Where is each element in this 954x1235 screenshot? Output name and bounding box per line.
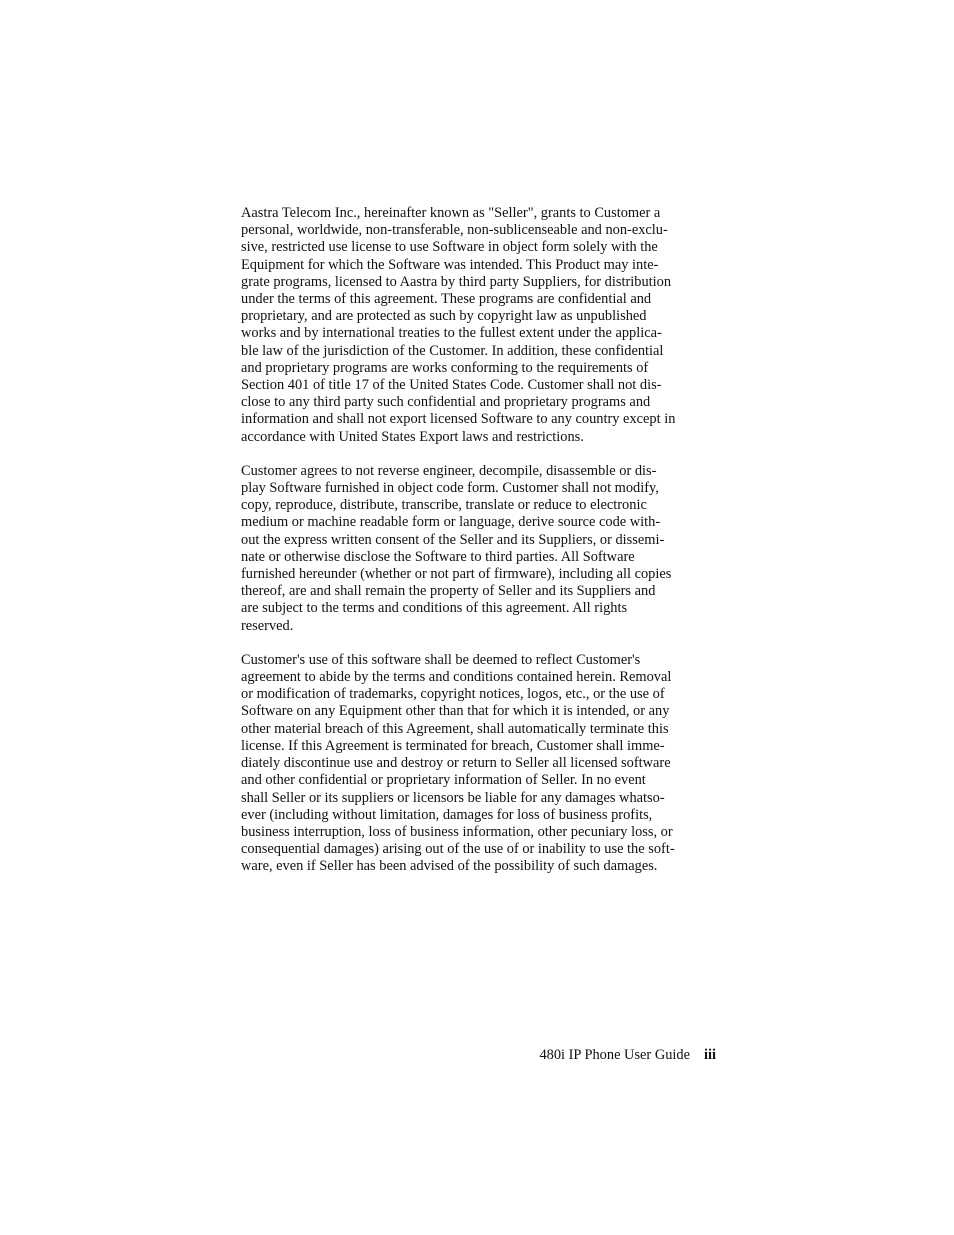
page-footer [539,1047,716,1064]
license-paragraph-grant: Aastra Telecom Inc., hereinafter known as "Seller", grants to Customer a personal, worldwide, non-transferable, non-sublicenseable and non-exclu- sive, restricted use license to use Software in object form solely with the Equipment for which the Software was intended. This Product may inte- grate programs, licensed to Aastra by third party Suppliers, for distribution under the terms of this agreement. These programs are confidential and proprietary, and are protected as such by copyright law as unpublished works and by international treaties to the fullest extent under the applica- ble law of the jurisdiction of the Customer. In addition, these confidential and proprietary programs are works conforming to the requirements of Section 401 of title 17 of the United States Code. Customer shall not dis- close to any third party such confidential and proprietary programs and information and shall not export licensed Software to any country except in accordance with United States Export laws and restrictions. [241,205,676,445]
license-paragraph-termination: Customer's use of this software shall be deemed to reflect Customer's agreement to abide by the terms and conditions contained herein. Removal or modification of trademarks, copyright notices, logos, etc., or the use of Software on any Equipment other than that for which it is intended, or any other material breach of this Agreement, shall automatically terminate this license. If this Agreement is terminated for breach, Customer shall imme- diately discontinue use and destroy or return to Seller all licensed software and other confidential or proprietary information of Seller. In no event shall Seller or its suppliers or licensors be liable for any damages whatso- ever (including without limitation, damages for loss of business profits, business interruption, loss of business information, other pecuniary loss, or consequential damages) arising out of the use of or inability to use the soft- ware, even if Seller has been advised of the possibility of such damages. [241,651,675,875]
guide-title: 480i IP Phone User Guide [539,1047,690,1063]
page-number: iii [704,1047,716,1063]
license-text [241,205,719,893]
license-paragraph-restrictions: Customer agrees to not reverse engineer, decompile, disassemble or dis- play Software furnished in object code form. Customer shall not modify, copy, reproduce, distribute, transcribe, translate or reduce to electronic medium or machine readable form or language, derive source code with- out the express written consent of the Seller and its Suppliers, or dissemi- nate or otherwise disclose the Software to third parties. All Software furnished hereunder (whether or not part of firmware), including all copies thereof, are and shall remain the property of Seller and its Suppliers and are subject to the terms and conditions of this agreement. All rights reserved. [241,462,672,634]
